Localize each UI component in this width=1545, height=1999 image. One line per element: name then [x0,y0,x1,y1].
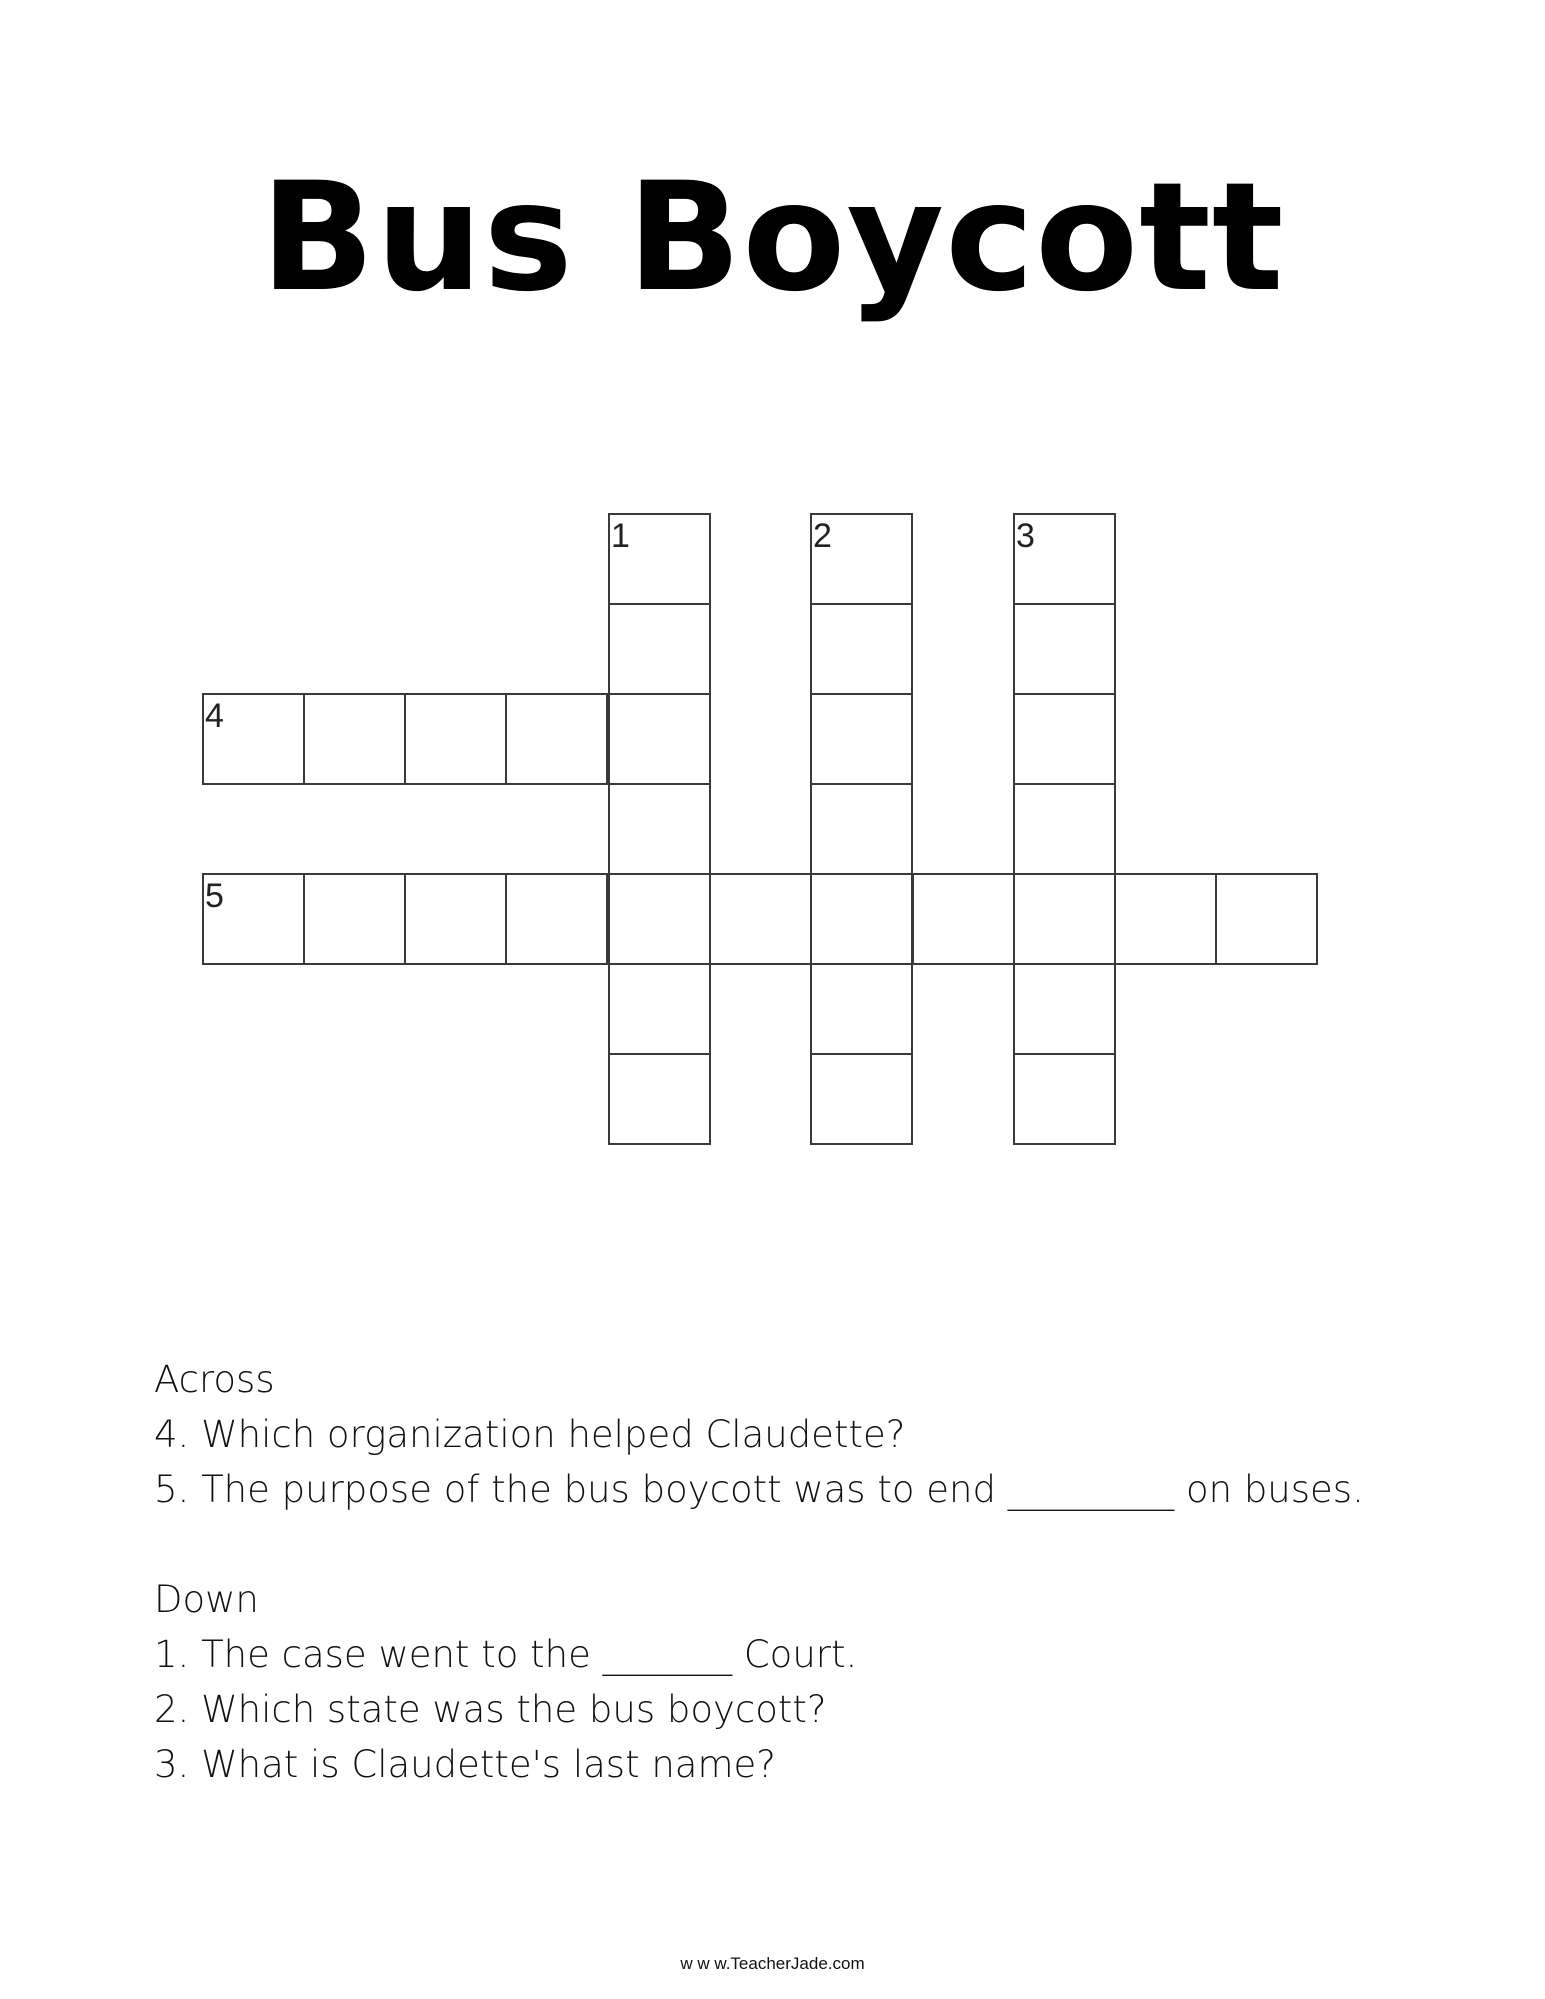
crossword-cell-3-down-1[interactable] [1013,513,1116,605]
page-title: Bus Boycott [260,151,1285,325]
crossword-cell-4-across-1[interactable] [202,693,305,785]
down-heading: Down [154,1578,259,1621]
clue-spacer [154,1517,1454,1572]
clues-section [154,1352,1454,1792]
crossword-cell[interactable] [608,873,711,965]
clue-number-3: 3 [1016,517,1035,555]
crossword-cell[interactable] [810,963,913,1055]
crossword-cell[interactable] [1013,693,1116,785]
down-clue-2: 2. Which state was the bus boycott? [154,1688,827,1731]
crossword-cell[interactable] [608,603,711,695]
crossword-cell-2-down-1[interactable] [810,513,913,605]
clue-number-2: 2 [813,517,832,555]
crossword-cell-5-across-1[interactable] [202,873,305,965]
crossword-cell[interactable] [810,873,913,965]
clue-number-5: 5 [205,877,224,915]
across-heading: Across [154,1358,275,1401]
crossword-cell[interactable] [810,693,913,785]
crossword-cell[interactable] [1013,963,1116,1055]
crossword-cell[interactable] [608,693,711,785]
crossword-cell[interactable] [608,783,711,875]
across-clue-4: 4. Which organization helped Claudette? [154,1413,906,1456]
crossword-cell[interactable] [608,963,711,1055]
crossword-cell[interactable] [912,873,1015,965]
crossword-cell-1-down-1[interactable] [608,513,711,605]
crossword-cell[interactable] [303,873,406,965]
crossword-cell[interactable] [1114,873,1217,965]
down-clue-1: 1. The case went to the _______ Court. [154,1633,858,1676]
footer-website: w w w.TeacherJade.com [680,1954,865,1973]
crossword-cell[interactable] [1013,783,1116,875]
crossword-cell[interactable] [608,1053,711,1145]
clue-number-4: 4 [205,697,224,735]
crossword-cell[interactable] [1013,603,1116,695]
crossword-cell[interactable] [1013,1053,1116,1145]
crossword-cell[interactable] [505,873,608,965]
crossword-cell[interactable] [303,693,406,785]
crossword-cell[interactable] [404,873,507,965]
crossword-cell[interactable] [810,1053,913,1145]
crossword-cell[interactable] [810,783,913,875]
across-clue-5: 5. The purpose of the bus boycott was to end _________ on buses. [154,1468,1364,1511]
crossword-cell[interactable] [709,873,812,965]
crossword-cell[interactable] [1215,873,1318,965]
down-clue-3: 3. What is Claudette's last name? [154,1743,776,1786]
crossword-cell[interactable] [1013,873,1116,965]
crossword-cell[interactable] [810,603,913,695]
crossword-cell[interactable] [505,693,608,785]
crossword-cell[interactable] [404,693,507,785]
clue-number-1: 1 [611,517,630,555]
